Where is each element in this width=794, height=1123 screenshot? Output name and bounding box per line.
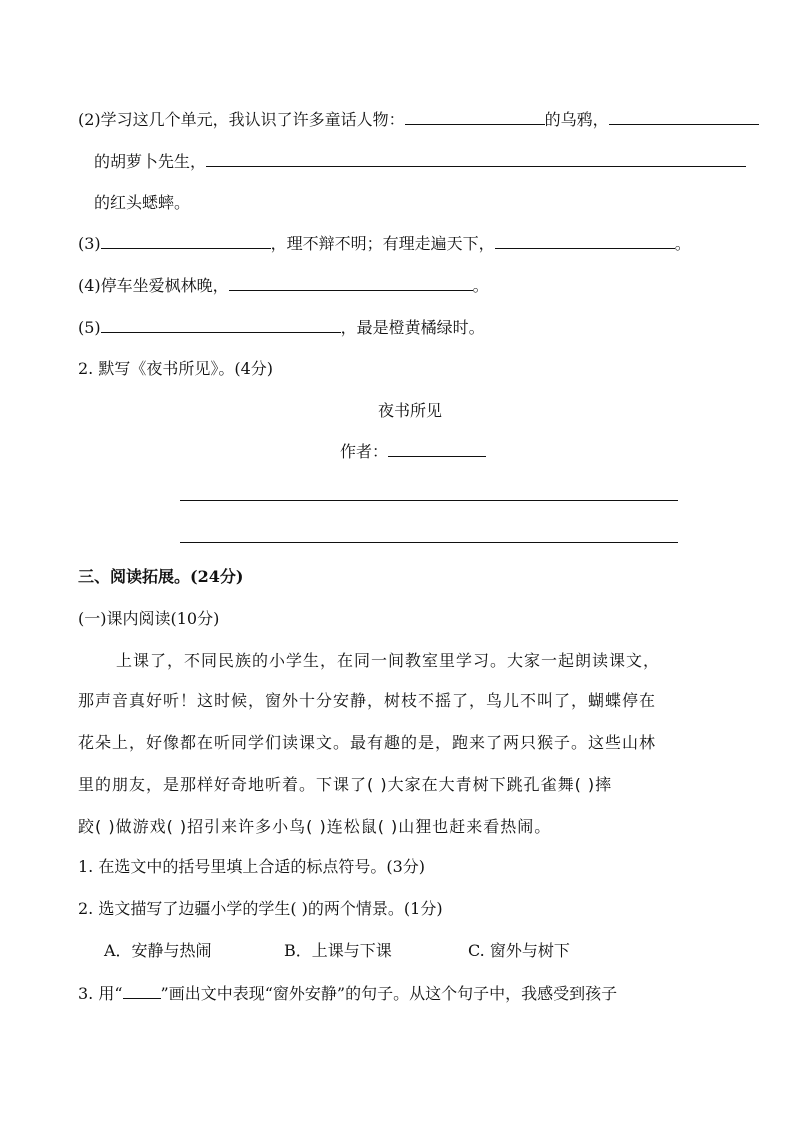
option-c[interactable]: C. 窗外与树下 [468, 941, 570, 960]
reading-q3-prefix: 3. 用“ [78, 984, 123, 1003]
passage-line: 上课了，不同民族的小学生，在同一间教室里学习。大家一起朗读课文， [116, 651, 661, 670]
q4-line [78, 274, 489, 297]
q2-blank2[interactable] [609, 108, 759, 125]
author-line [340, 440, 486, 463]
poem-line-1[interactable] [180, 500, 678, 501]
q2-after-blank1: 的乌鸦， [544, 110, 609, 129]
q4-end: 。 [472, 276, 489, 295]
reading-question-2: 2. 选文描写了边疆小学的学生( )的两个情景。(1分) [78, 899, 443, 918]
q4-text: (4)停车坐爱枫林晚， [78, 276, 229, 295]
section-heading: 三、阅读拓展。(24分) [78, 567, 244, 586]
q5-prefix: (5) [78, 318, 101, 337]
q5-suffix: ，最是橙黄橘绿时。 [340, 318, 485, 337]
passage-line: 里的朋友，是那样好奇地听着。下课了( )大家在大青树下跳孔雀舞( )摔 [78, 775, 613, 794]
q3-line [78, 232, 691, 255]
reading-q3-suffix: ”画出文中表现“窗外安静”的句子。从这个句子中，我感受到孩子 [160, 984, 618, 1003]
q5-blank[interactable] [101, 316, 341, 333]
q3-blank2[interactable] [495, 232, 675, 249]
reading-question-3 [78, 982, 617, 1005]
poem-line-2[interactable] [180, 542, 678, 543]
author-blank[interactable] [388, 440, 486, 457]
q2-line2 [94, 150, 746, 173]
q2-prefix: (2)学习这几个单元，我认识了许多童话人物： [78, 110, 405, 129]
q3-prefix: (3) [78, 234, 101, 253]
q2-blank3[interactable] [206, 150, 746, 167]
passage-line: 花朵上，好像都在听同学们读课文。最有趣的是，跑来了两只猴子。这些山林 [78, 733, 657, 752]
q2-blank1[interactable] [405, 108, 545, 125]
reading-question-1: 1. 在选文中的括号里填上合适的标点符号。(3分) [78, 857, 426, 876]
passage-line: 跤( )做游戏( )招引来许多小鸟( )连松鼠( )山狸也赶来看热闹。 [78, 817, 552, 836]
q4-blank[interactable] [229, 274, 473, 291]
q2-line2-prefix: 的胡萝卜先生， [94, 152, 207, 171]
q2-line1 [78, 108, 759, 131]
dictation-question: 2. 默写《夜书所见》。(4分) [78, 359, 274, 378]
q2-line3: 的红头蟋蟀。 [94, 193, 191, 212]
option-a[interactable]: A．安静与热闹 [104, 941, 212, 960]
sub-heading: (一)课内阅读(10分) [78, 609, 220, 628]
option-b[interactable]: B．上课与下课 [284, 941, 392, 960]
underline-sample [123, 982, 161, 999]
q5-line [78, 316, 485, 339]
q3-end: 。 [674, 234, 691, 253]
passage-line: 那声音真好听！这时候，窗外十分安静，树枝不摇了，鸟儿不叫了，蝴蝶停在 [78, 691, 657, 710]
author-label: 作者： [340, 442, 389, 461]
poem-title: 夜书所见 [378, 401, 443, 420]
q3-middle: ，理不辩不明；有理走遍天下， [270, 234, 495, 253]
q3-blank1[interactable] [101, 232, 271, 249]
